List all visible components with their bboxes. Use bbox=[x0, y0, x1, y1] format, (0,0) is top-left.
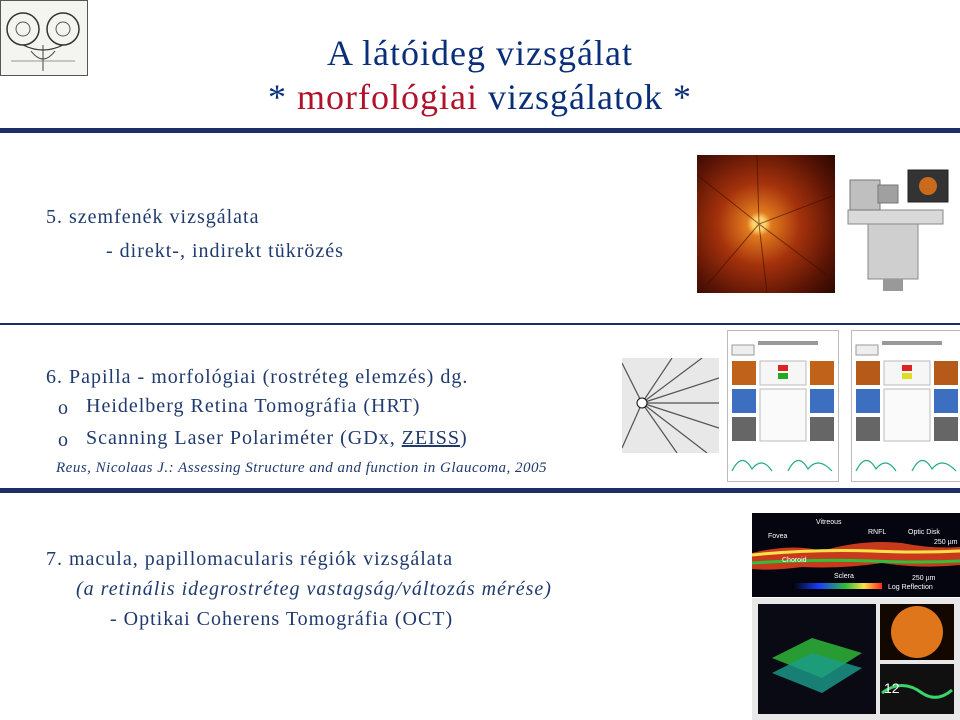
reference-citation: Reus, Nicolaas J.: Assessing Structure and and function in Glaucoma, 2005 bbox=[56, 460, 548, 476]
section5-sub: - direkt-, indirekt tükrözés bbox=[106, 240, 344, 262]
oct-label-rnfl: RNFL bbox=[868, 529, 887, 536]
oct-label-sclera: Sclera bbox=[834, 573, 854, 580]
title-prefix: * bbox=[268, 77, 298, 117]
hrt-device-image bbox=[838, 155, 956, 295]
bullet-marker: o bbox=[58, 429, 69, 451]
section5-heading: 5. szemfenék vizsgálata bbox=[46, 206, 260, 228]
nerve-fiber-report-right bbox=[851, 330, 960, 482]
title-suffix: vizsgálatok * bbox=[478, 77, 692, 117]
oct-scale-vertical: 250 µm bbox=[934, 539, 958, 546]
gdx-scan-image bbox=[622, 358, 719, 453]
oct-label-log-reflection: Log Reflection bbox=[888, 584, 933, 591]
oct-scale-horizontal: 250 µm bbox=[912, 575, 936, 582]
gdx-text-end: ) bbox=[460, 427, 468, 449]
divider-middle bbox=[0, 323, 960, 325]
oct-bscan-image bbox=[752, 513, 960, 597]
gdx-bullet bbox=[86, 427, 468, 450]
page-number: 12 bbox=[884, 680, 900, 696]
oct-label-fovea: Fovea bbox=[768, 533, 788, 540]
title-highlight: morfológiai bbox=[297, 77, 478, 117]
divider-bottom bbox=[0, 488, 960, 493]
gdx-text: Scanning Laser Polariméter (GDx, bbox=[86, 427, 402, 449]
bullet-marker: o bbox=[58, 397, 69, 419]
nerve-fiber-report-left bbox=[727, 330, 839, 482]
oct-label-optic-disk: Optic Disk bbox=[908, 529, 940, 536]
page-title-line1: A látóideg vizsgálat bbox=[327, 33, 633, 73]
section7-sub1: (a retinális idegrostréteg vastagság/változás mérése) bbox=[76, 578, 552, 600]
section7-heading: 7. macula, papillomacularis régiók vizsgálata bbox=[46, 548, 454, 570]
section6-heading: 6. Papilla - morfológiai (rostréteg elemzés) dg. bbox=[46, 366, 469, 388]
hrt-bullet: Heidelberg Retina Tomográfia (HRT) bbox=[86, 395, 421, 417]
zeiss-link[interactable]: ZEISS bbox=[401, 427, 461, 449]
section7-sub2: - Optikai Coherens Tomográfia (OCT) bbox=[110, 608, 454, 630]
oct-3d-viewer-image bbox=[752, 598, 960, 720]
oct-label-vitreous: Vitreous bbox=[816, 519, 842, 526]
divider-top bbox=[0, 128, 960, 133]
oct-label-choroid: Choroid bbox=[782, 557, 807, 564]
fundus-photo-image bbox=[697, 155, 835, 293]
page-title-line2 bbox=[0, 76, 960, 118]
